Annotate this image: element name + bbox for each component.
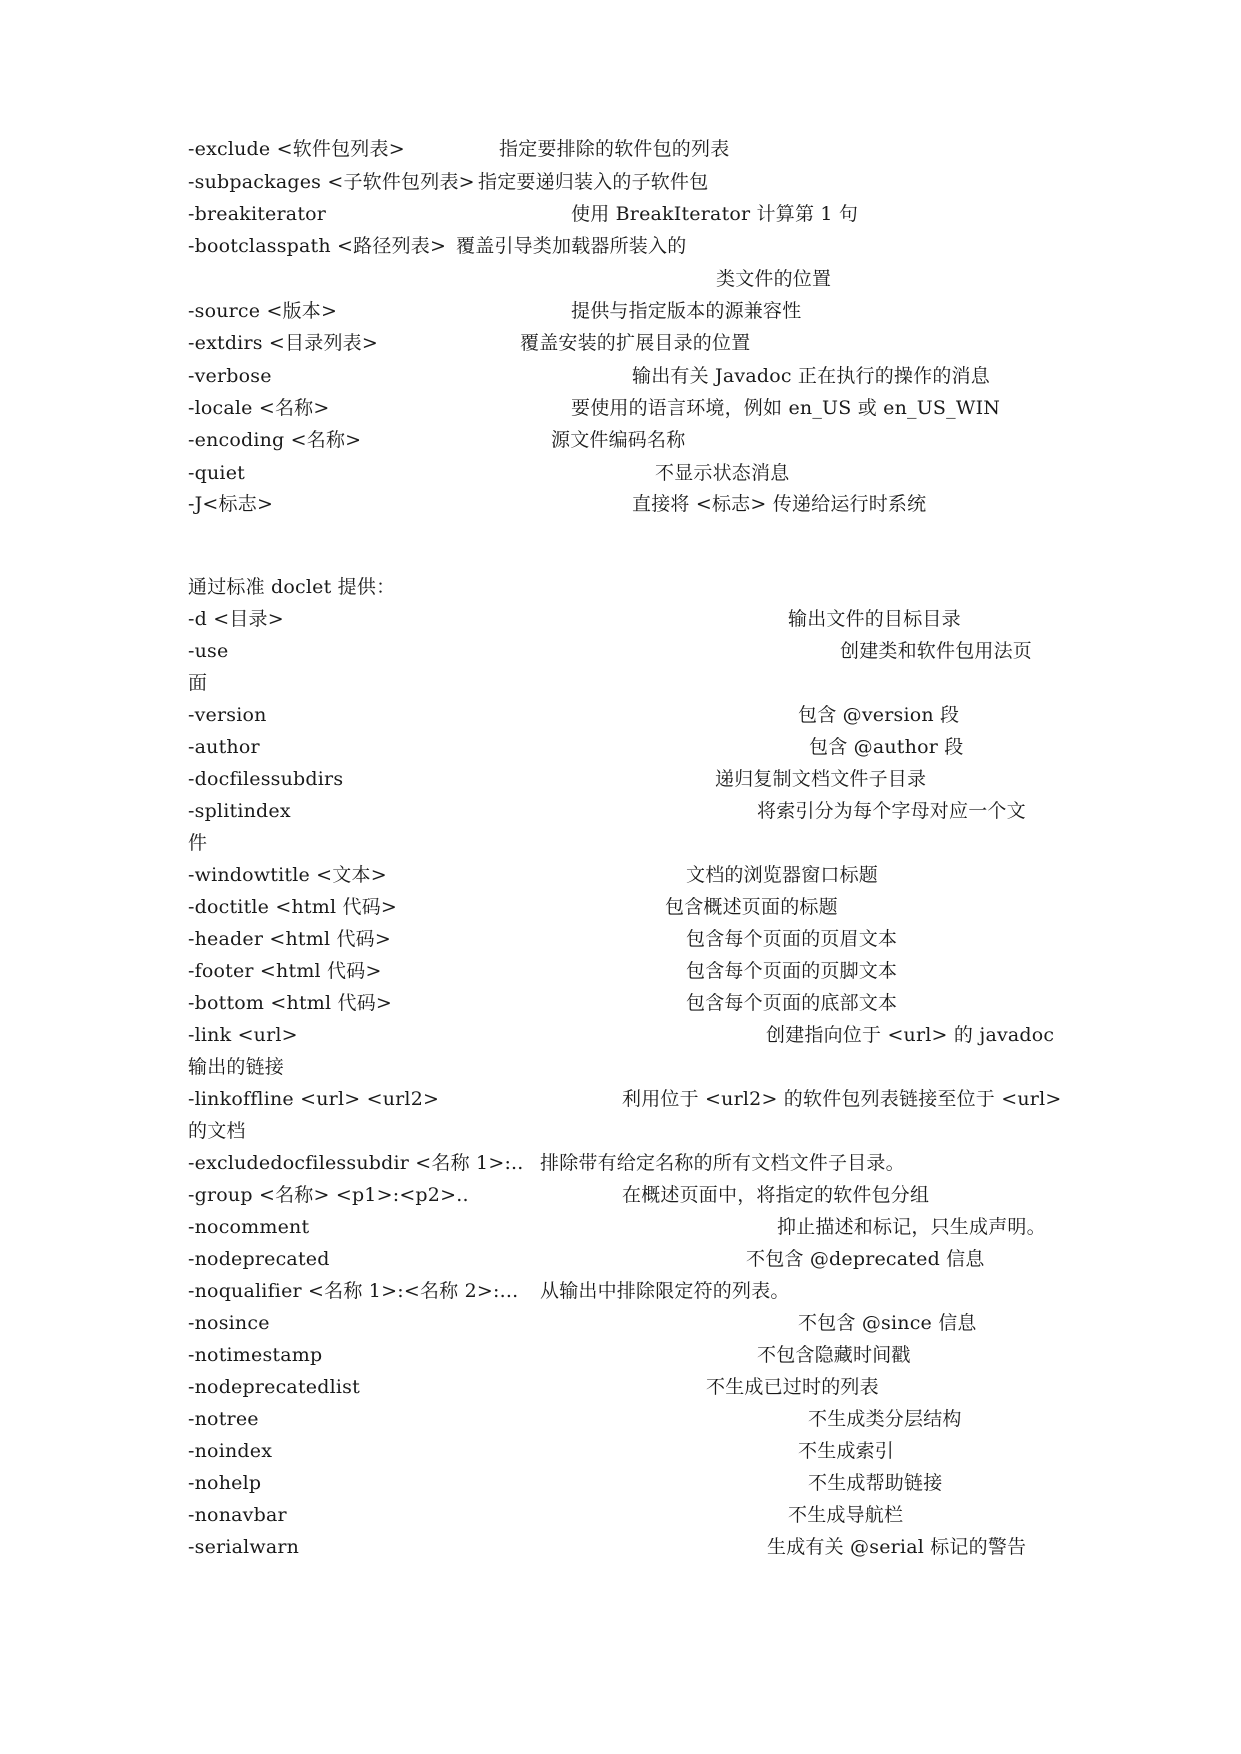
option-description: 源文件编码名称	[551, 429, 686, 451]
option-description: 包含概述页面的标题	[665, 896, 838, 918]
option-description: 不生成已过时的列表	[706, 1376, 879, 1398]
option-name: -subpackages <子软件包列表>	[188, 171, 475, 193]
option-description: 指定要排除的软件包的列表	[499, 138, 730, 160]
option-description: 排除带有给定名称的所有文档文件子目录。	[540, 1152, 905, 1174]
option-description: 要使用的语言环境，例如 en_US 或 en_US_WIN	[571, 397, 1001, 419]
option-name: -group <名称> <p1>:<p2>..	[188, 1184, 469, 1206]
option-name: -nonavbar	[188, 1504, 287, 1526]
option-description: 覆盖安装的扩展目录的位置	[520, 332, 751, 354]
option-description: 文档的浏览器窗口标题	[686, 864, 879, 886]
option-name: -splitindex	[188, 800, 291, 822]
option-name: -nodeprecatedlist	[188, 1376, 360, 1398]
option-description: 利用位于 <url2> 的软件包列表链接至位于 <url>	[622, 1088, 1062, 1110]
option-name: -linkoffline <url> <url2>	[188, 1088, 440, 1110]
option-name: -bottom <html 代码>	[188, 992, 393, 1014]
option-name: -docfilessubdirs	[188, 768, 344, 790]
option-name: -nosince	[188, 1312, 270, 1334]
option-description: 不包含隐藏时间戳	[757, 1344, 911, 1366]
option-name: -version	[188, 704, 267, 726]
option-description: 覆盖引导类加载器所装入的	[456, 235, 687, 257]
option-name: -header <html 代码>	[188, 928, 392, 950]
option-name: 的文档	[188, 1120, 246, 1142]
option-description: 不包含 @since 信息	[798, 1312, 977, 1334]
option-name: -link <url>	[188, 1024, 298, 1046]
section-heading: 通过标准 doclet 提供：	[188, 576, 396, 598]
option-name: -use	[188, 640, 229, 662]
option-description: 将索引分为每个字母对应一个文	[757, 800, 1026, 822]
option-name: -d <目录>	[188, 608, 284, 630]
option-description: 生成有关 @serial 标记的警告	[767, 1536, 1027, 1558]
option-description: 提供与指定版本的源兼容性	[571, 300, 802, 322]
option-description: 创建类和软件包用法页	[840, 640, 1033, 662]
option-name: -bootclasspath <路径列表>	[188, 235, 447, 257]
option-name: -footer <html 代码>	[188, 960, 382, 982]
option-name: -noqualifier <名称 1>:<名称 2>:...	[188, 1280, 519, 1302]
option-description: 不生成帮助链接	[808, 1472, 943, 1494]
option-description: 在概述页面中，将指定的软件包分组	[622, 1184, 930, 1206]
option-name: -verbose	[188, 365, 272, 387]
option-description: 输出文件的目标目录	[788, 608, 961, 630]
option-description: 不生成类分层结构	[808, 1408, 962, 1430]
option-name: -notimestamp	[188, 1344, 323, 1366]
option-name: 件	[188, 832, 208, 854]
option-name: 面	[188, 672, 208, 694]
option-description: 不生成索引	[798, 1440, 895, 1462]
option-description: 不包含 @deprecated 信息	[746, 1248, 985, 1270]
option-name: -nodeprecated	[188, 1248, 330, 1270]
option-name: -notree	[188, 1408, 259, 1430]
option-description: 输出有关 Javadoc 正在执行的操作的消息	[632, 365, 990, 387]
option-name: -source <版本>	[188, 300, 338, 322]
option-description: 类文件的位置	[716, 268, 832, 290]
option-description: 包含每个页面的页脚文本	[686, 960, 898, 982]
option-description: 包含 @author 段	[809, 736, 964, 758]
option-description: 指定要递归装入的子软件包	[478, 171, 709, 193]
option-name: -extdirs <目录列表>	[188, 332, 378, 354]
option-name: -windowtitle <文本>	[188, 864, 387, 886]
option-description: 包含每个页面的底部文本	[686, 992, 898, 1014]
option-name: -serialwarn	[188, 1536, 300, 1558]
option-name: -noindex	[188, 1440, 273, 1462]
option-description: 使用 BreakIterator 计算第 1 句	[571, 203, 859, 225]
option-description: 从输出中排除限定符的列表。	[540, 1280, 790, 1302]
option-name: -encoding <名称>	[188, 429, 362, 451]
option-name: -nohelp	[188, 1472, 262, 1494]
option-name: -excludedocfilessubdir <名称 1>:..	[188, 1152, 524, 1174]
option-description: 递归复制文档文件子目录	[715, 768, 927, 790]
option-name: -author	[188, 736, 260, 758]
option-description: 创建指向位于 <url> 的 javadoc	[766, 1024, 1055, 1046]
option-name: -J<标志>	[188, 493, 274, 515]
option-name: -exclude <软件包列表>	[188, 138, 405, 160]
option-description: 不显示状态消息	[655, 462, 790, 484]
option-name: -nocomment	[188, 1216, 310, 1238]
option-name: -locale <名称>	[188, 397, 330, 419]
option-name: 输出的链接	[188, 1056, 285, 1078]
option-description: 包含 @version 段	[798, 704, 960, 726]
option-name: -breakiterator	[188, 203, 327, 225]
option-description: 抑止描述和标记，只生成声明。	[777, 1216, 1046, 1238]
option-description: 不生成导航栏	[788, 1504, 904, 1526]
option-description: 直接将 <标志> 传递给运行时系统	[632, 493, 927, 515]
option-name: -quiet	[188, 462, 245, 484]
option-description: 包含每个页面的页眉文本	[686, 928, 898, 950]
option-name: -doctitle <html 代码>	[188, 896, 398, 918]
